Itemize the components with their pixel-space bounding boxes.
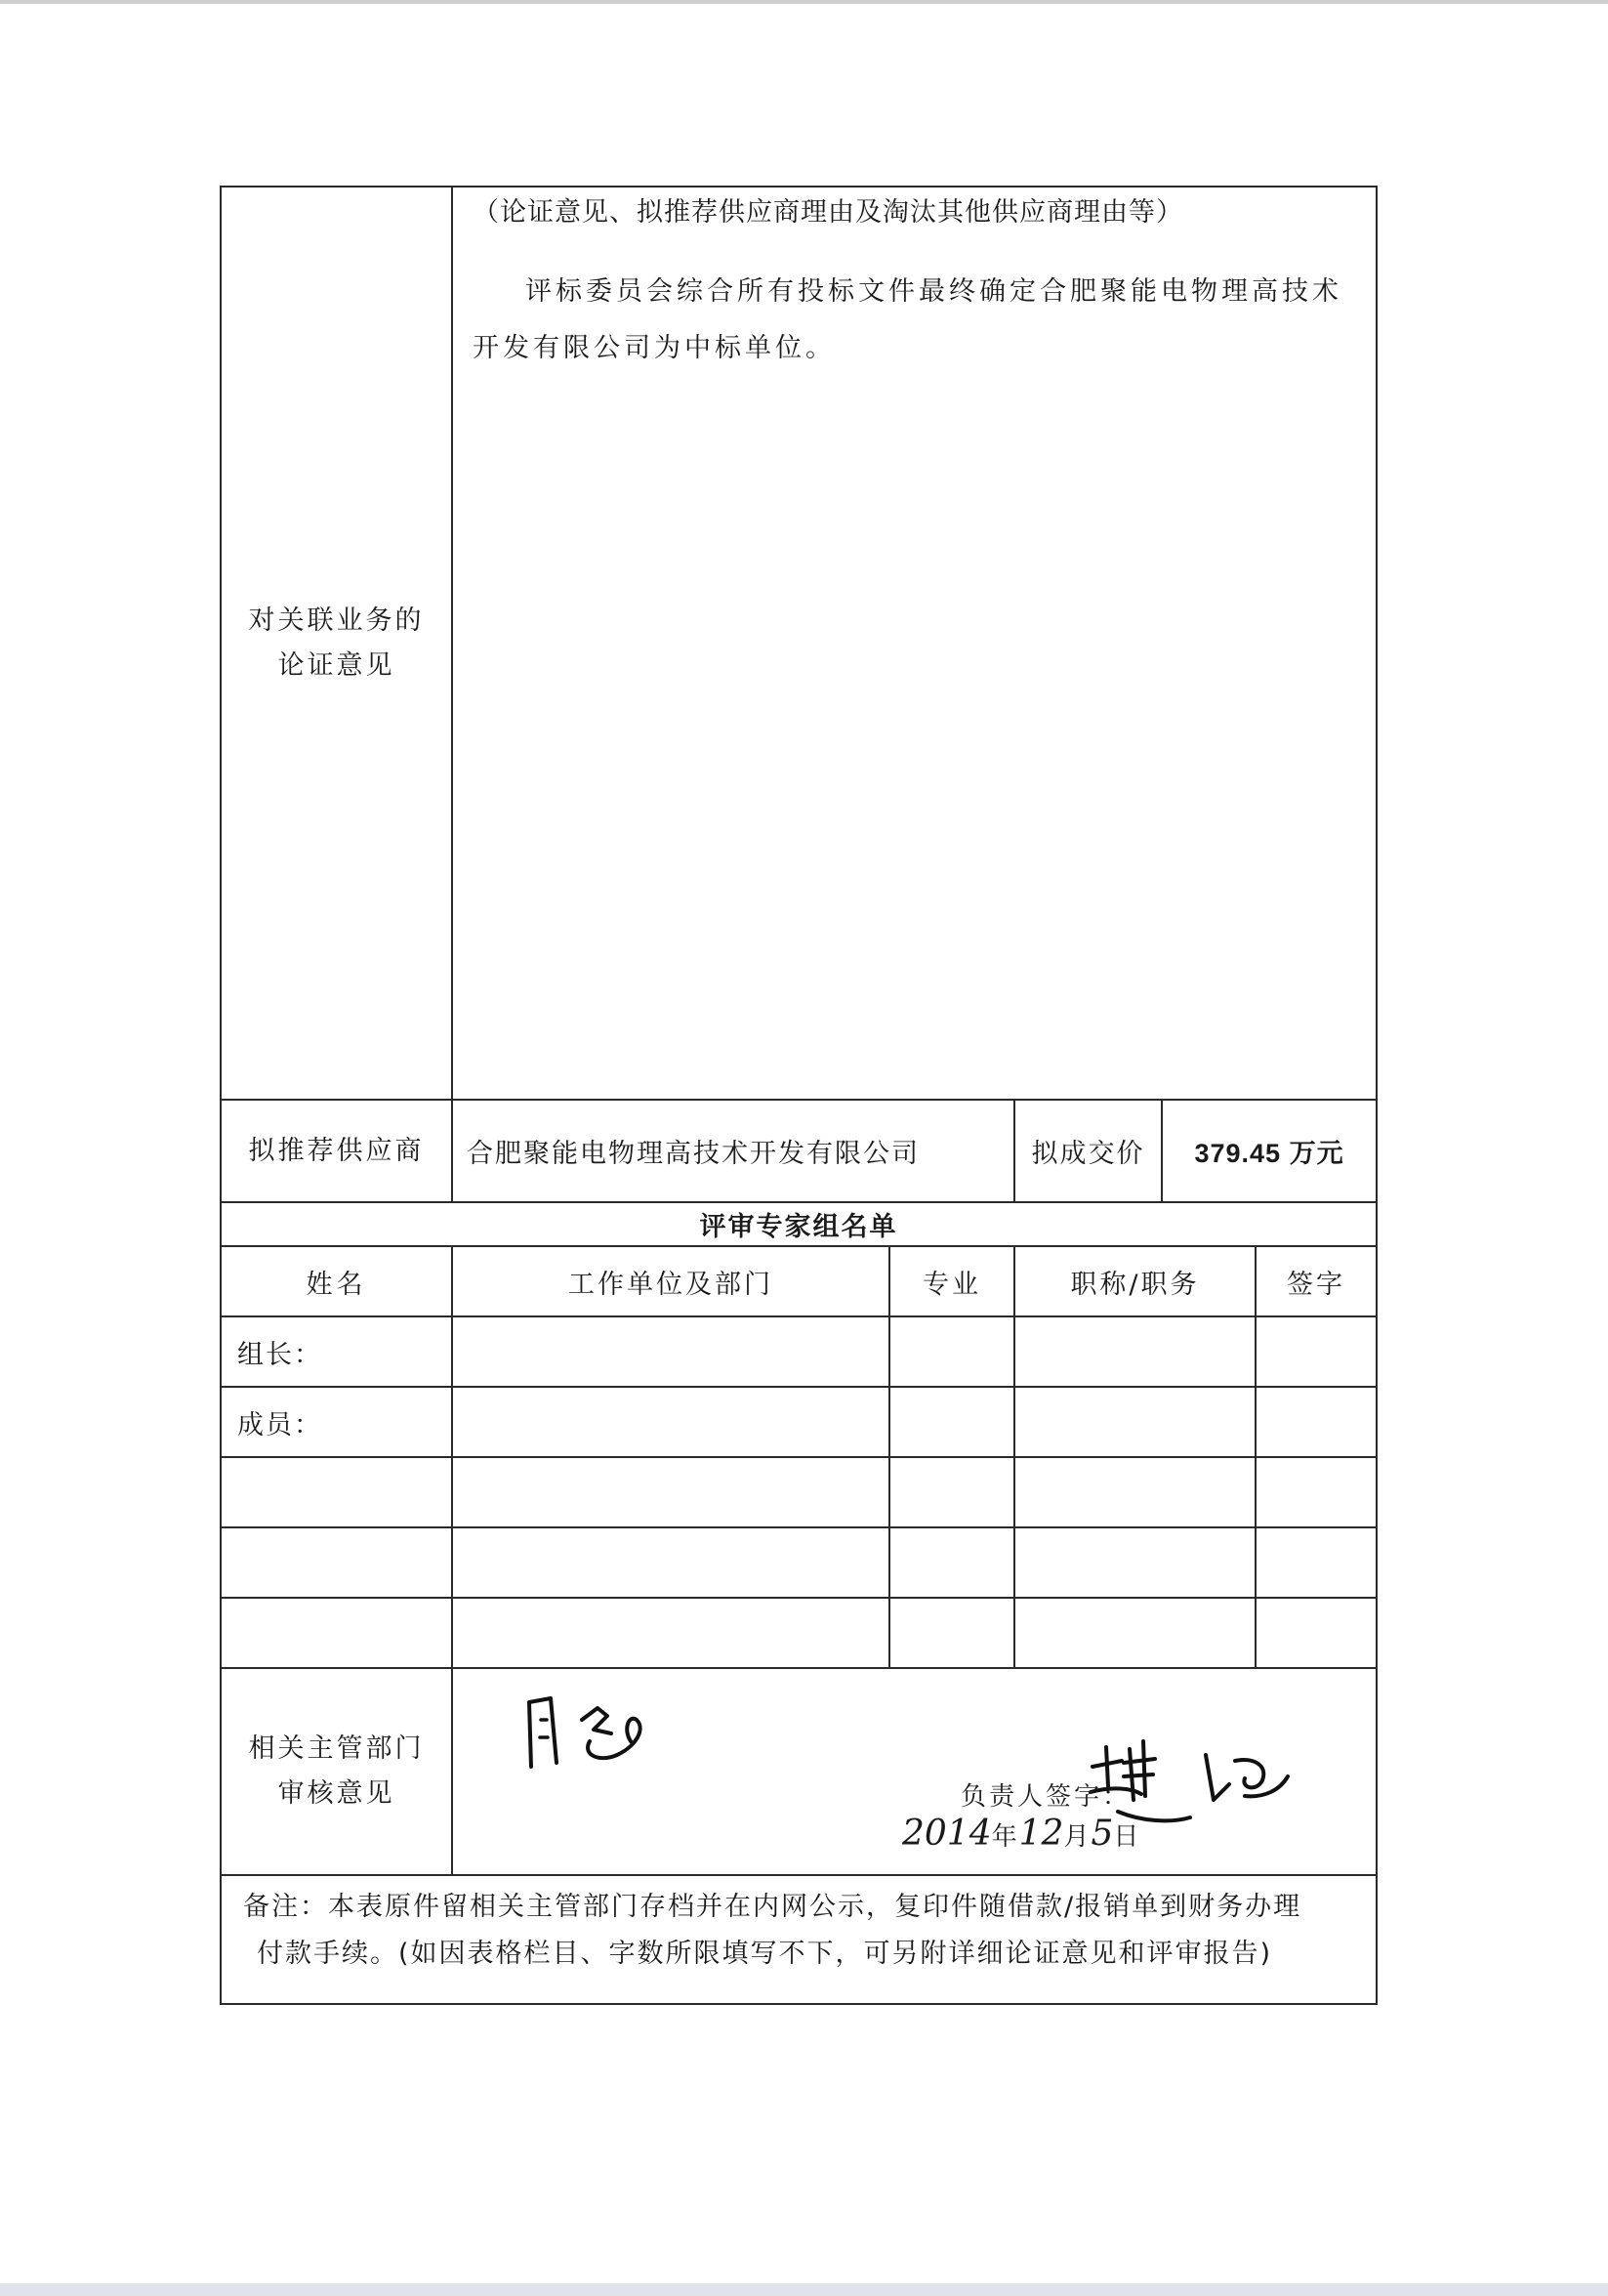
date-day: 5 (1091, 1814, 1114, 1854)
expert-major-cell[interactable] (889, 1316, 1014, 1387)
price-value[interactable]: 379.45 万元 (1162, 1100, 1377, 1202)
opinion-label-line1: 对关联业务的 (248, 605, 425, 636)
expert-row (221, 1598, 1377, 1668)
price-label: 拟成交价 (1014, 1100, 1162, 1202)
review-label (221, 1668, 452, 1875)
header-unit: 工作单位及部门 (452, 1246, 889, 1316)
opinion-hint: （论证意见、拟推荐供应商理由及淘汰其他供应商理由等） (473, 197, 1183, 228)
supplier-row (221, 1100, 1377, 1202)
scan-edge-bottom (0, 2283, 1608, 2296)
supplier-label: 拟推荐供应商 (221, 1100, 452, 1202)
experts-header-row (221, 1246, 1377, 1316)
review-date (902, 1814, 1140, 1854)
expert-role-cell[interactable] (221, 1457, 452, 1527)
expert-title-cell[interactable] (1014, 1387, 1256, 1457)
date-month-unit: 月 (1063, 1822, 1092, 1852)
date-year: 2014 (902, 1814, 992, 1854)
expert-unit-cell[interactable] (452, 1457, 889, 1527)
expert-unit-cell[interactable] (452, 1598, 889, 1668)
opinion-content-cell[interactable] (452, 187, 1377, 1100)
date-day-unit: 日 (1113, 1822, 1141, 1852)
expert-unit-cell[interactable] (452, 1316, 889, 1387)
expert-major-cell[interactable] (889, 1527, 1014, 1598)
review-content-cell[interactable] (452, 1668, 1377, 1875)
procurement-form-table (220, 186, 1378, 2005)
header-title: 职称/职务 (1014, 1246, 1256, 1316)
experts-title-row (221, 1202, 1377, 1246)
expert-signature-cell[interactable] (1256, 1527, 1377, 1598)
opinion-row (221, 187, 1377, 1100)
handwritten-approval-mark (521, 1691, 687, 1778)
expert-unit-cell[interactable] (452, 1387, 889, 1457)
expert-title-cell[interactable] (1014, 1527, 1256, 1598)
signer-label: 负责人签字： (961, 1782, 1132, 1812)
scan-edge-top (0, 0, 1608, 4)
expert-role-cell[interactable] (221, 1598, 452, 1668)
supplier-name[interactable]: 合肥聚能电物理高技术开发有限公司 (452, 1100, 1014, 1202)
expert-role-member: 成员： (221, 1387, 452, 1457)
date-month: 12 (1018, 1814, 1064, 1854)
note-row (221, 1875, 1377, 2004)
opinion-text: 评标委员会综合所有投标文件最终确定合肥聚能电物理高技术开发有限公司为中标单位。 (473, 276, 1342, 363)
expert-signature-cell[interactable] (1256, 1457, 1377, 1527)
expert-row (221, 1457, 1377, 1527)
header-signature: 签字 (1256, 1246, 1377, 1316)
expert-title-cell[interactable] (1014, 1598, 1256, 1668)
expert-unit-cell[interactable] (452, 1527, 889, 1598)
expert-major-cell[interactable] (889, 1598, 1014, 1668)
expert-title-cell[interactable] (1014, 1316, 1256, 1387)
expert-title-cell[interactable] (1014, 1457, 1256, 1527)
expert-signature-cell[interactable] (1256, 1316, 1377, 1387)
expert-role-leader: 组长： (221, 1316, 452, 1387)
header-major: 专业 (889, 1246, 1014, 1316)
note-cell (221, 1875, 1377, 2004)
experts-title: 评审专家组名单 (221, 1202, 1377, 1246)
opinion-row-label (221, 187, 452, 1100)
review-label-line2: 审核意见 (277, 1778, 395, 1809)
note-line2: 付款手续。(如因表格栏目、字数所限填写不下，可另附详细论证意见和评审报告) (257, 1939, 1273, 1969)
expert-major-cell[interactable] (889, 1387, 1014, 1457)
date-year-unit: 年 (991, 1822, 1019, 1852)
opinion-label-line2: 论证意见 (277, 649, 395, 681)
expert-row (221, 1316, 1377, 1387)
expert-major-cell[interactable] (889, 1457, 1014, 1527)
review-row (221, 1668, 1377, 1875)
expert-role-cell[interactable] (221, 1527, 452, 1598)
note-line1: 备注：本表原件留相关主管部门存档并在内网公示，复印件随借款/报销单到财务办理 (243, 1892, 1302, 1922)
expert-row (221, 1527, 1377, 1598)
expert-signature-cell[interactable] (1256, 1387, 1377, 1457)
review-label-line1: 相关主管部门 (248, 1733, 425, 1764)
header-name: 姓名 (221, 1246, 452, 1316)
expert-signature-cell[interactable] (1256, 1598, 1377, 1668)
expert-row (221, 1387, 1377, 1457)
